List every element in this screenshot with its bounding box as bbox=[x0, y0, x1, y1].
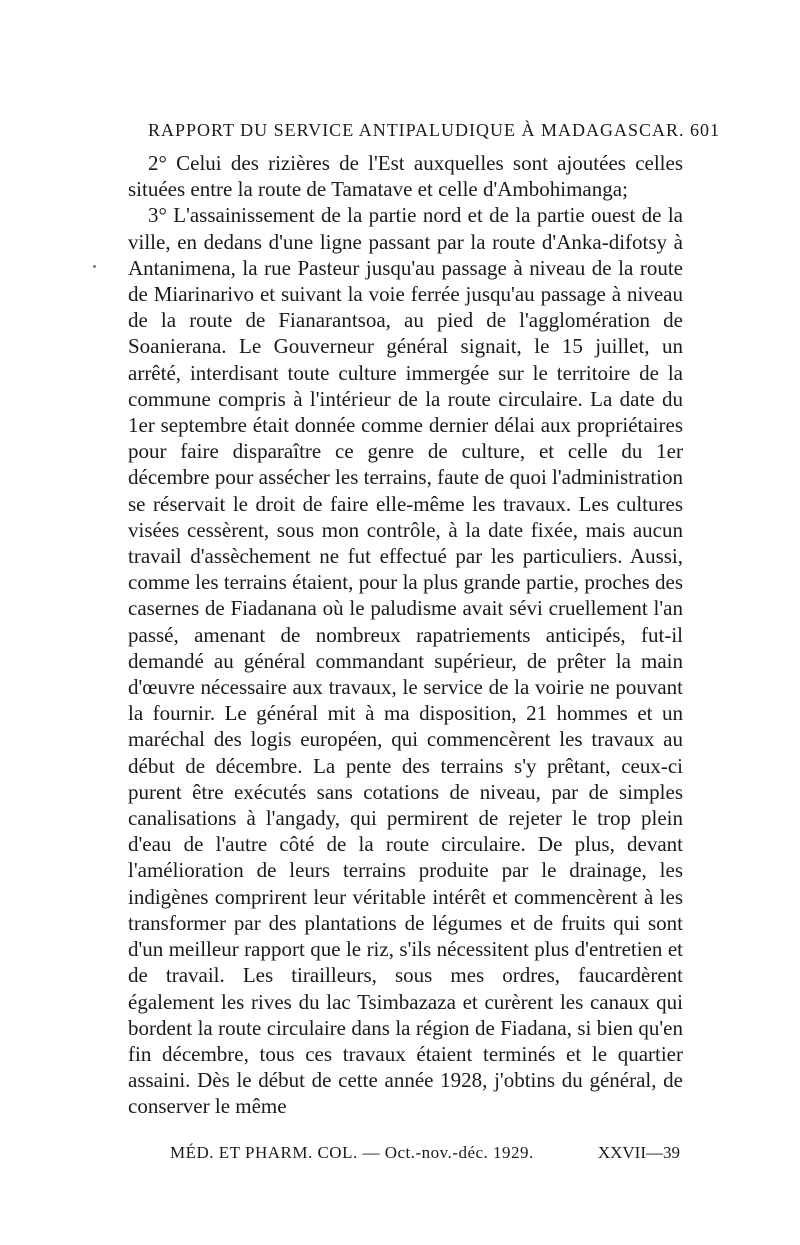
paragraph: 2° Celui des rizières de l'Est auxquelles sont ajoutées celles situées entre la route de Tamatave et celle d'Ambohimanga; bbox=[128, 151, 683, 202]
running-head: RAPPORT DU SERVICE ANTIPALUDIQUE À MADAGASCAR. 601 bbox=[148, 120, 721, 140]
journal-citation: MÉD. ET PHARM. COL. — Oct.-nov.-déc. 1929. bbox=[170, 1143, 534, 1162]
signature-mark: XXVII—39 bbox=[597, 1143, 680, 1162]
paragraph: 3° L'assainissement de la partie nord et de la partie ouest de la ville, en dedans d'une ligne passant par la route d'Anka-difotsy à Antanimena, la rue Pasteur jusqu'au passage à niveau de la route de Miarinarivo et suivant la voie ferrée jusqu'au passage à niveau de la route de Fianarantsoa, au pied de l'agglomération de Soanierana. Le Gouverneur général signait, le 15 juillet, un arrêté, interdisant toute culture immergée sur le territoire de la commune compris à l'intérieur de la route circulaire. La date du 1er septembre était donnée comme dernier délai aux propriétaires pour faire disparaître ce genre de culture, et celle du 1er décembre pour assécher les terrains, faute de quoi l'administration se réservait le droit de faire elle-même les travaux. Les cultures visées cessèrent, sous mon contrôle, à la date fixée, mais aucun travail d'assèchement ne fut effectué par les particuliers. Aussi, comme les terrains étaient, pour la plus grande partie, proches des casernes de Fiadanana où le paludisme avait sévi cruellement l'an passé, amenant de nombreux rapatriements anticipés, fut-il demandé au général commandant supérieur, de prêter la main d'œuvre nécessaire aux travaux, le service de la voirie ne pouvant la fournir. Le général mit à ma disposition, 21 hommes et un maréchal des logis européen, qui commencèrent les travaux au début de décembre. La pente des terrains s'y prêtant, ceux-ci purent être exécutés sans cotations de niveau, par de simples canalisations à l'angady, qui permirent de rejeter le trop plein d'eau de l'autre côté de la route circulaire. De plus, devant l'amélioration de leurs terrains produite par le drainage, les indigènes comprirent leur véritable intérêt et commencèrent à les transformer par des plantations de légumes et de fruits qui sont d'un meilleur rapport que le riz, s'ils nécessitent plus d'entretien et de travail. Les tirailleurs, sous mes ordres, faucardèrent également les rives du lac Tsimbazaza et curèrent les canaux qui bordent la route circulaire dans la région de Fiadana, si bien qu'en fin décembre, tous ces travaux étaient terminés et le quartier assaini. Dès le début de cette année 1928, j'obtins du général, de conserver le même bbox=[128, 203, 683, 1119]
margin-mark bbox=[93, 265, 96, 268]
body-text bbox=[128, 150, 683, 1120]
page-footer bbox=[170, 1143, 680, 1163]
